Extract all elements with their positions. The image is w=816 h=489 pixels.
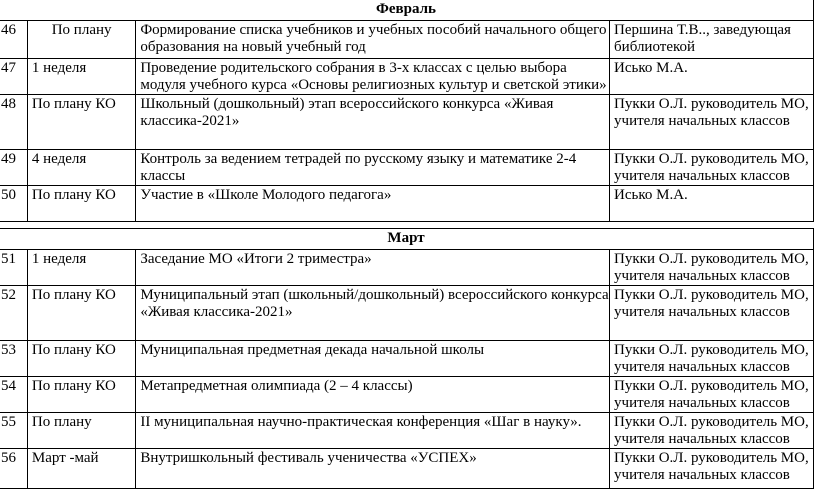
row-responsible: Исько М.А. <box>610 186 814 222</box>
month-title: Февраль <box>0 0 814 21</box>
row-when: По плану КО <box>27 377 135 413</box>
table-row <box>0 186 814 222</box>
table-row <box>0 59 814 95</box>
row-event: Участие в «Школе Молодого педагога» <box>136 186 610 222</box>
row-event: Муниципальная предметная декада начальной школы <box>136 341 610 377</box>
row-when: По плану <box>27 21 135 59</box>
row-event: Муниципальный этап (школьный/дошкольный) всероссийского конкурса «Живая классика-2021» <box>136 286 610 341</box>
row-responsible: Пукки О.Л. руководитель МО, учителя начальных классов <box>610 413 814 449</box>
row-when: По плану КО <box>27 341 135 377</box>
row-event: Контроль за ведением тетрадей по русскому языку и математике 2-4 классы <box>136 150 610 186</box>
table-row <box>0 95 814 150</box>
row-when: По плану <box>27 413 135 449</box>
section-gap <box>0 222 814 229</box>
row-number: 55 <box>0 413 27 449</box>
row-event: Проведение родительского собрания в 3-х классах с целью выбора модуля учебного курса «Основы религиозных культур и светской этики» <box>136 59 610 95</box>
row-responsible: Исько М.А. <box>610 59 814 95</box>
table-row <box>0 21 814 59</box>
row-event: Школьный (дошкольный) этап всероссийского конкурса «Живая классика-2021» <box>136 95 610 150</box>
row-number: 49 <box>0 150 27 186</box>
row-number: 52 <box>0 286 27 341</box>
table-row <box>0 413 814 449</box>
row-when: По плану КО <box>27 95 135 150</box>
row-number: 47 <box>0 59 27 95</box>
row-event: Формирование списка учебников и учебных пособий начального общего образования на новый учебный год <box>136 21 610 59</box>
row-number: 53 <box>0 341 27 377</box>
row-when: По плану КО <box>27 186 135 222</box>
row-number: 46 <box>0 21 27 59</box>
table-row <box>0 286 814 341</box>
row-responsible: Пукки О.Л. руководитель МО, учителя начальных классов <box>610 377 814 413</box>
row-when: По плану КО <box>27 286 135 341</box>
row-when: Март -май <box>27 449 135 489</box>
row-number: 54 <box>0 377 27 413</box>
row-responsible: Першина Т.В.., заведующая библиотекой <box>610 21 814 59</box>
table-row <box>0 377 814 413</box>
table-row <box>0 250 814 286</box>
row-event: Заседание МО «Итоги 2 триместра» <box>136 250 610 286</box>
row-number: 51 <box>0 250 27 286</box>
row-responsible: Пукки О.Л. руководитель МО, учителя начальных классов <box>610 95 814 150</box>
row-responsible: Пукки О.Л. руководитель МО, учителя начальных классов <box>610 250 814 286</box>
table-row <box>0 449 814 489</box>
row-when: 1 неделя <box>27 250 135 286</box>
row-number: 50 <box>0 186 27 222</box>
row-event: Внутришкольный фестиваль ученичества «УСПЕХ» <box>136 449 610 489</box>
month-title: Март <box>0 229 814 250</box>
row-number: 56 <box>0 449 27 489</box>
row-responsible: Пукки О.Л. руководитель МО, учителя начальных классов <box>610 150 814 186</box>
row-responsible: Пукки О.Л. руководитель МО, учителя начальных классов <box>610 449 814 489</box>
row-when: 1 неделя <box>27 59 135 95</box>
month-header-february <box>0 0 814 21</box>
row-event: II муниципальная научно-практическая конференция «Шаг в науку». <box>136 413 610 449</box>
row-number: 48 <box>0 95 27 150</box>
row-responsible: Пукки О.Л. руководитель МО, учителя начальных классов <box>610 286 814 341</box>
table-row <box>0 341 814 377</box>
row-when: 4 неделя <box>27 150 135 186</box>
month-header-march <box>0 229 814 250</box>
row-responsible: Пукки О.Л. руководитель МО, учителя начальных классов <box>610 341 814 377</box>
row-event: Метапредметная олимпиада (2 – 4 классы) <box>136 377 610 413</box>
table-row <box>0 150 814 186</box>
